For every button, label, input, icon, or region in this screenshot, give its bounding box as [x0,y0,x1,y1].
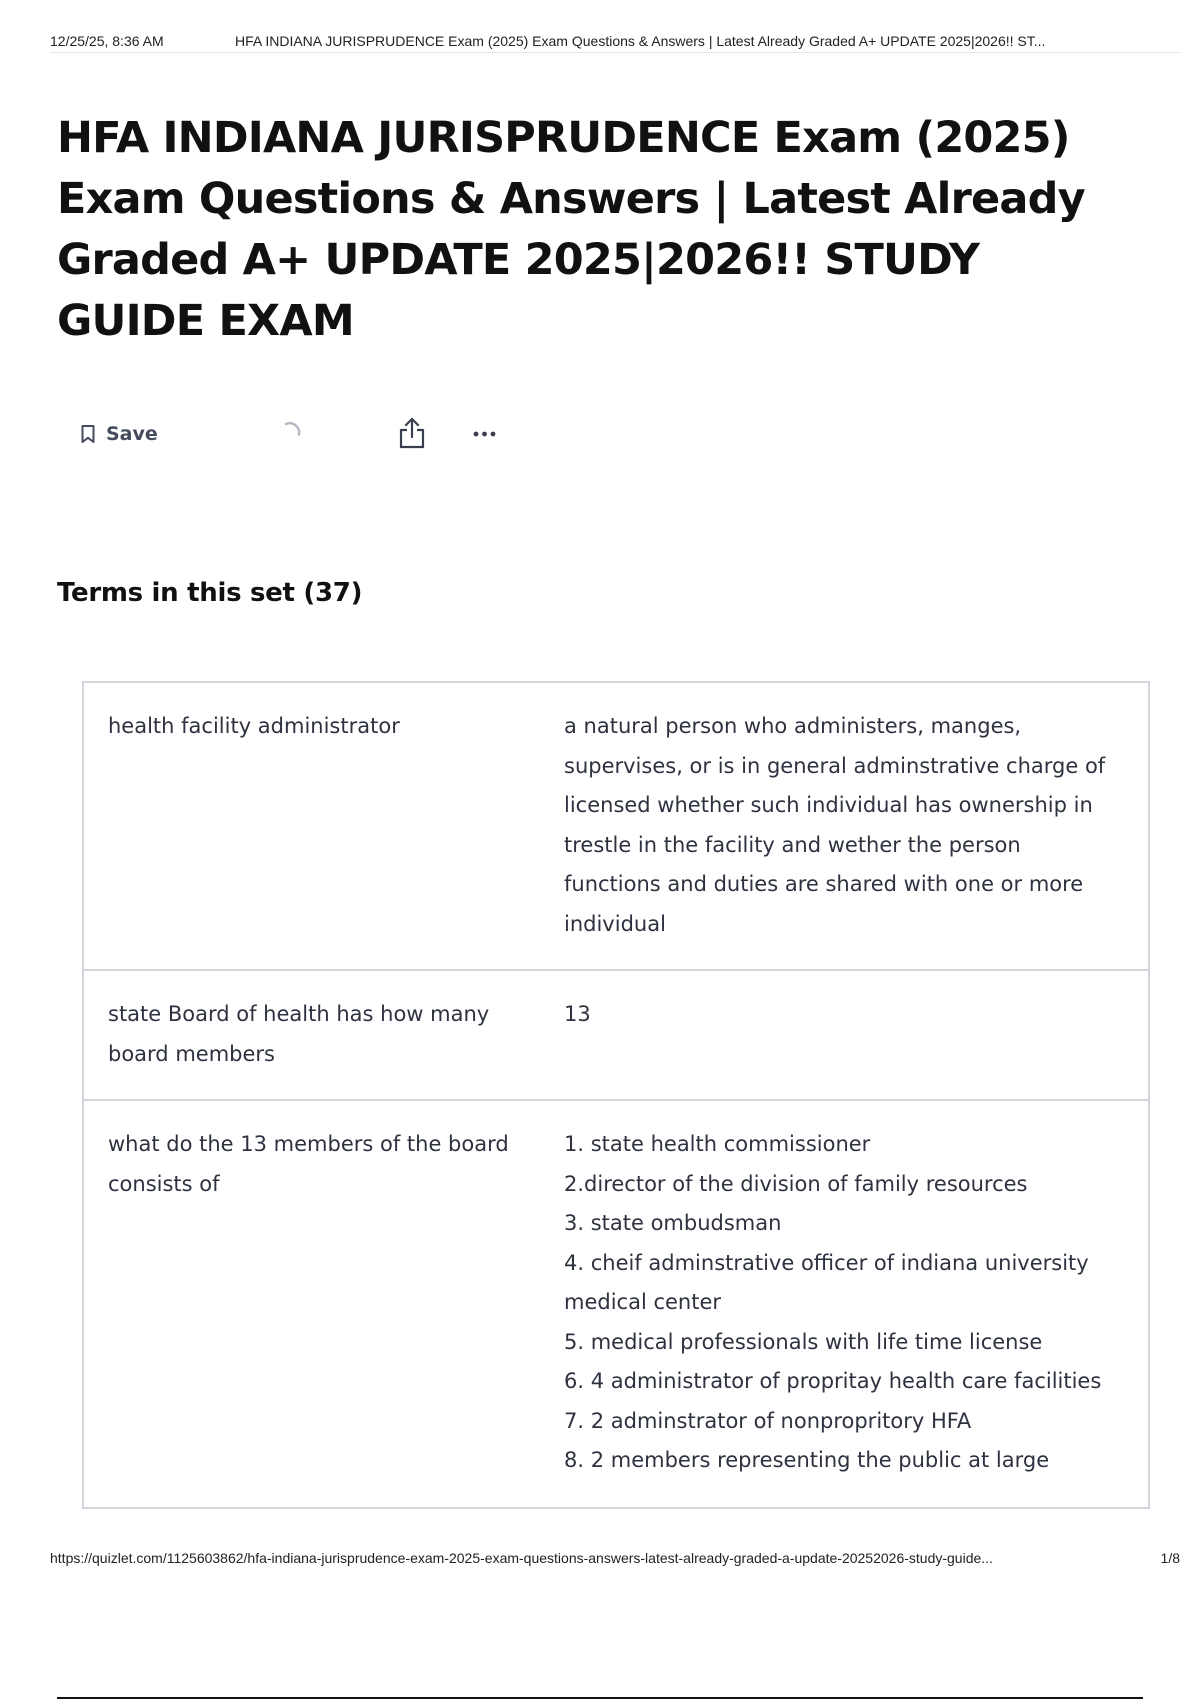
definition-line: 8. 2 members representing the public at large [564,1448,1050,1472]
print-datetime: 12/25/25, 8:36 AM [50,33,164,49]
share-icon [397,416,427,450]
definition-text [564,1101,1148,1507]
print-header [50,30,1180,53]
definition-line: 13 [564,1002,591,1026]
definition-line: 7. 2 adminstrator of nonpropritory HFA [564,1408,972,1433]
page-number: 1/8 [1160,1550,1180,1566]
term-row [84,971,1148,1101]
set-toolbar [80,414,540,454]
definition-line: functions and duties are shared with one or more [564,872,1084,896]
page-title: HFA INDIANA JURISPRUDENCE Exam (2025) Exam Questions & Answers | Latest Already Graded A+ UPDATE 2025|2026!! STUDY GUIDE EXAM [57,113,1085,346]
share-button[interactable] [394,416,430,452]
definition-line: 1. state health commissioner [564,1132,871,1156]
definition-text [564,971,1148,1099]
term-text: state Board of health has how many board members [108,1002,490,1066]
divider [57,1697,1143,1699]
definition-line: 4. cheif adminstrative officer of indiana university [564,1250,1089,1275]
terms-heading: Terms in this set (37) [57,578,363,608]
print-document-title: HFA INDIANA JURISPRUDENCE Exam (2025) Exam Questions & Answers | Latest Already Graded A+ UPDATE 2025|2026!! ST... [235,33,1046,49]
definition-line: individual [564,911,666,936]
term-row [84,1101,1148,1507]
page-url[interactable]: https://quizlet.com/1125603862/hfa-indiana-jurisprudence-exam-2025-exam-questions-answers-latest-already-graded-a-update-20252026-study-guide... [50,1550,993,1566]
definition-line: trestle in the facility and wether the person [564,832,1021,857]
term-text: what do the 13 members of the board consists of [108,1132,509,1196]
save-button[interactable] [80,414,158,454]
definition-line: medical center [564,1290,722,1314]
definition-line: a natural person who administers, manges, [564,714,1022,738]
definition-line: supervises, or is in general adminstrative charge of [564,753,1106,778]
definition-line: 5. medical professionals with life time license [564,1329,1043,1354]
more-options-button[interactable] [466,416,510,452]
terms-table [82,681,1150,1509]
definition-line: 3. state ombudsman [564,1211,782,1235]
save-button-label: Save [106,423,158,445]
definition-text [564,683,1148,969]
definition-line: 2.director of the division of family resources [564,1171,1028,1196]
term-row [84,683,1148,971]
spinner-icon [278,420,304,446]
definition-line: 6. 4 administrator of propritay health care facilities [564,1369,1102,1393]
definition-line: licensed whether such individual has ownership in [564,793,1093,817]
more-horizontal-icon [468,416,508,452]
bookmark-icon [80,424,96,444]
print-footer [50,1550,1180,1566]
term-text: health facility administrator [108,714,400,738]
